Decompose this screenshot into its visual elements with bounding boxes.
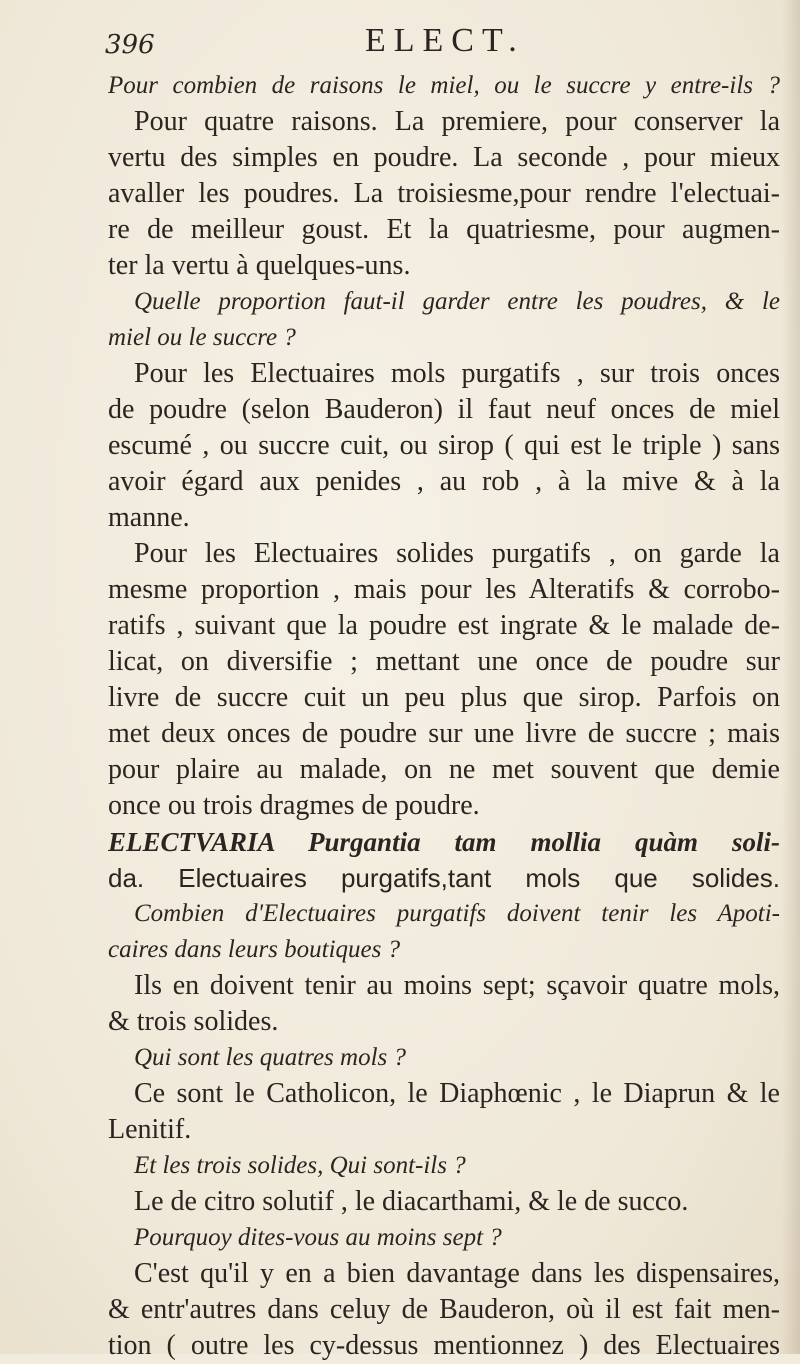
question-line: Quelle proportion faut-il garder entre les poudres, & le [134, 288, 780, 315]
text-line: ter la vertu à quelques-uns. [108, 250, 411, 281]
text-line: once ou trois dragmes de poudre. [108, 790, 480, 821]
text-line: escumé , ou succre cuit, ou sirop ( qui est le triple ) sans [108, 430, 780, 461]
text-line: Lenitif. [108, 1114, 192, 1145]
section-heading-french: da. Electuaires purgatifs,tant mols que solides. [108, 863, 780, 893]
question-line: Pour combien de raisons le miel, ou le succre y entre-ils ? [108, 72, 780, 99]
question-line: miel ou le succre ? [108, 324, 296, 351]
question-line: Et les trois solides, Qui sont-ils ? [134, 1152, 466, 1179]
text-line: pour plaire au malade, on ne met souvent que demie [108, 754, 780, 785]
text-line: licat, on diversifie ; mettant une once de poudre sur [108, 646, 780, 677]
running-title: ELECT. [365, 22, 525, 59]
text-line: livre de succre cuit un peu plus que sirop. Parfois on [108, 682, 780, 713]
text-line: mesme proportion , mais pour les Alteratifs & corrobo- [108, 574, 780, 605]
text-line: Pour les Electuaires solides purgatifs , on garde la [134, 538, 780, 569]
section-heading: ELECTVARIA Purgantia tam mollia quàm soli- [108, 827, 780, 857]
body-text [108, 68, 780, 1364]
text-line: Pour les Electuaires mols purgatifs , sur trois onces [134, 358, 780, 389]
text-line: de poudre (selon Bauderon) il faut neuf onces de miel [108, 394, 780, 425]
page-edge-shadow [782, 0, 800, 1354]
text-line: ratifs , suivant que la poudre est ingrate & le malade de- [108, 610, 780, 641]
text-line: & trois solides. [108, 1006, 279, 1037]
question-line: caires dans leurs boutiques ? [108, 936, 401, 963]
running-head [105, 22, 765, 62]
text-line: Pour quatre raisons. La premiere, pour conserver la [134, 106, 780, 137]
question-line: Combien d'Electuaires purgatifs doivent tenir les Apoti- [134, 900, 780, 927]
text-line: tion ( outre les cy-dessus mentionnez ) des Electuaires [108, 1330, 780, 1361]
text-line: & entr'autres dans celuy de Bauderon, où il est fait men- [108, 1294, 780, 1325]
text-line: avaller les poudres. La troisiesme,pour rendre l'electuai- [108, 178, 780, 209]
text-line: manne. [108, 502, 190, 533]
page-number: 396 [105, 30, 155, 60]
text-line: Ils en doivent tenir au moins sept; sçavoir quatre mols, [134, 970, 780, 1001]
text-line: avoir égard aux penides , au rob , à la mive & à la [108, 466, 780, 497]
text-line: vertu des simples en poudre. La seconde , pour mieux [108, 142, 780, 173]
text-line: Ce sont le Catholicon, le Diaphœnic , le Diaprun & le [134, 1078, 780, 1109]
question-line: Qui sont les quatres mols ? [134, 1044, 406, 1071]
text-line: re de meilleur goust. Et la quatriesme, pour augmen- [108, 214, 780, 245]
text-line: Le de citro solutif , le diacarthami, & le de succo. [134, 1186, 689, 1217]
text-line: met deux onces de poudre sur une livre de succre ; mais [108, 718, 780, 749]
question-line: Pourquoy dites-vous au moins sept ? [134, 1224, 502, 1251]
text-line: C'est qu'il y en a bien davantage dans les dispensaires, [134, 1258, 780, 1289]
